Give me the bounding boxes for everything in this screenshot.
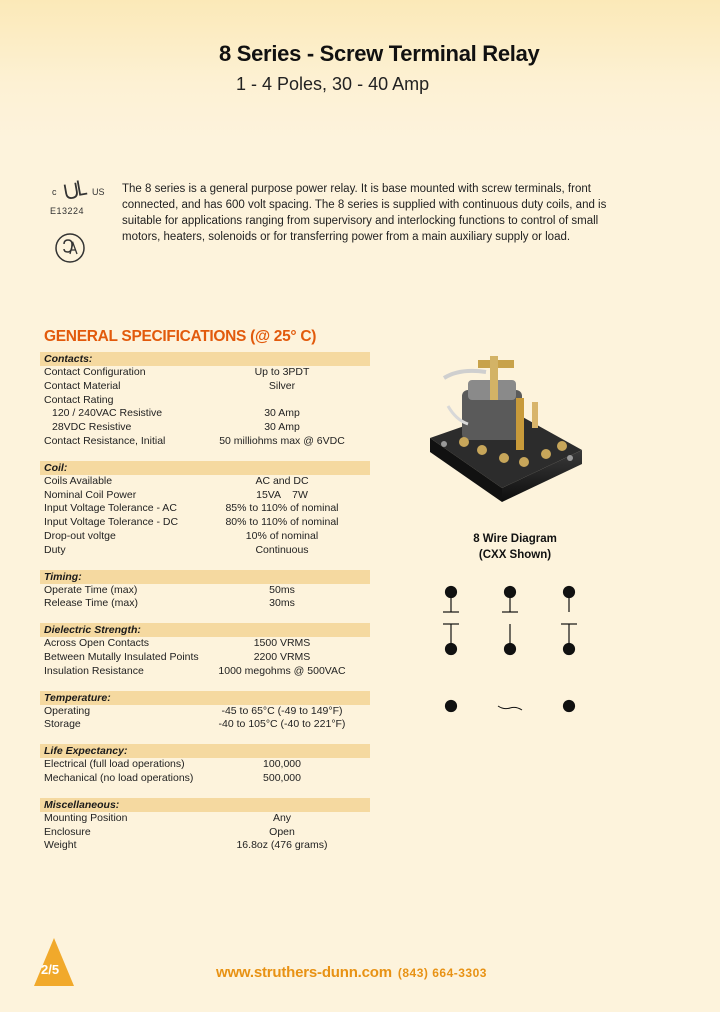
spec-label: Operating [44,704,91,717]
timing-section [40,570,370,612]
spec-label: Contact Configuration [44,366,146,378]
spec-row [40,530,370,544]
wire-diagram-title-line2: (CXX Shown) [478,549,552,561]
spec-value: 1500 VRMS [253,637,311,650]
spec-row [40,475,370,489]
misc-section [40,798,370,853]
coil-terminal-dot [564,701,575,712]
coil-section [40,461,370,558]
header-band [0,0,720,140]
spec-label: Nominal Coil Power [44,488,137,501]
ul-recognized-icon [50,178,110,204]
spec-row [40,758,370,772]
spec-label: Mechanical (no load operations) [44,771,194,784]
spec-row [40,812,370,826]
spec-label: Contact Rating [44,393,114,406]
terminal-dot [505,644,516,655]
terminal-dot [564,644,575,655]
ul-file-number: E13224 [50,206,85,216]
spec-value: 50 milliohms max @ 6VDC [219,434,345,447]
spec-value: 500,000 [263,771,301,784]
spec-row [40,637,370,651]
spec-label: Enclosure [44,825,91,838]
spec-label: Contact Resistance, Initial [44,434,166,447]
intro-paragraph: The 8 series is a general purpose power relay. It is base mounted with screw terminals, front connected, and has 600 volt spacing. The 8 series is supplied with continuous duty coils, and is suitable for applications ranging from supervisory and interlocking functions to control of small motors, heaters, solenoids or for transferring power from a main auxiliary supply or load. [122,183,607,243]
spec-row [40,705,370,719]
phone-number: (843) 664-3303 [397,966,487,980]
spec-value: 50ms [269,583,295,596]
section-header: Temperature: [40,691,370,705]
life-section [40,744,370,786]
ul-us-label: US [92,187,105,197]
footer-contact [216,964,487,981]
terminal-dot [564,587,575,598]
spec-label: Between Mutally Insulated Points [44,650,199,663]
spec-row [40,651,370,665]
spec-value: 2200 VRMS [253,650,311,663]
specs-table [40,352,370,865]
coil-terminal-dot [446,701,457,712]
spec-value: 10% of nominal [245,529,319,542]
section-header: Coil: [40,461,370,475]
spec-label: Electrical (full load operations) [44,758,185,771]
specs-heading: GENERAL SPECIFICATIONS (@ 25° C) [44,328,317,345]
spec-value [194,394,370,408]
section-header: Contacts: [40,352,370,366]
spec-label: Operate Time (max) [44,583,138,596]
temperature-section [40,691,370,733]
spec-label: Insulation Resistance [44,664,144,677]
spec-label: Weight [44,839,77,852]
wire-diagram-title [440,531,590,563]
spec-row [40,502,370,516]
spec-value: -45 to 65°C (-49 to 149°F) [221,704,343,717]
spec-value: Any [272,811,292,824]
spec-value: 15VA 7W [256,488,308,501]
spec-value: -40 to 105°C (-40 to 221°F) [218,718,346,731]
section-header: Timing: [40,570,370,584]
terminal-dot [505,587,516,598]
certification-marks [50,178,110,278]
spec-value: Continuous [255,543,309,556]
spec-row [40,435,370,449]
spec-value: Open [269,825,295,838]
spec-row [40,489,370,503]
spec-value: 1000 megohms @ 500VAC [218,664,346,677]
section-header: Miscellaneous: [40,798,370,812]
spec-row [40,826,370,840]
spec-row [40,366,370,380]
section-header: Dielectric Strength: [40,623,370,637]
spec-row [40,718,370,732]
spec-value: 85% to 110% of nominal [225,502,339,515]
spec-row [40,584,370,598]
spec-row [40,421,370,435]
spec-value: Silver [268,379,296,392]
spec-row [40,380,370,394]
spec-value: Up to 3PDT [254,366,310,378]
spec-row [40,544,370,558]
spec-value: 30 Amp [264,421,300,434]
spec-label: Release Time (max) [44,597,138,610]
spec-row [40,772,370,786]
spec-label: Contact Material [44,379,121,392]
spec-label: Input Voltage Tolerance - AC [44,502,177,515]
spec-row [40,394,370,408]
spec-label: 28VDC Resistive [52,421,132,434]
spec-value: 30ms [269,597,295,610]
terminal-dot [446,587,457,598]
spec-label: Drop-out voltge [44,529,116,542]
spec-value: 30 Amp [264,407,300,420]
contacts-section [40,352,370,449]
spec-label: Across Open Contacts [44,637,150,650]
section-header: Life Expectancy: [40,744,370,758]
wire-diagram [430,580,590,720]
website-link[interactable]: www.struthers-dunn.com [216,964,392,981]
spec-row [40,839,370,853]
spec-value: 100,000 [263,758,301,771]
coil-symbol [498,706,522,710]
spec-row [40,516,370,530]
spec-value: 80% to 110% of nominal [225,516,339,529]
spec-label: Mounting Position [44,811,128,824]
spec-label: Storage [44,718,81,731]
spec-label: Coils Available [44,474,113,487]
page-number: 2/5 [41,962,60,977]
ul-c-label: c [52,187,57,197]
relay-product-image [420,350,590,510]
spec-label: 120 / 240VAC Resistive [52,407,163,420]
dielectric-section [40,623,370,678]
csa-certified-icon [54,232,86,264]
wire-diagram-title-line1: 8 Wire Diagram [473,533,557,545]
page-title: 8 Series - Screw Terminal Relay [219,41,540,66]
terminal-dot [446,644,457,655]
spec-label: Duty [44,543,66,556]
page-subtitle: 1 - 4 Poles, 30 - 40 Amp [236,74,430,94]
spec-row [40,665,370,679]
spec-row [40,597,370,611]
spec-value: 16.8oz (476 grams) [236,839,328,852]
spec-label: Input Voltage Tolerance - DC [44,516,179,529]
spec-value: AC and DC [255,474,309,487]
spec-row [40,407,370,421]
